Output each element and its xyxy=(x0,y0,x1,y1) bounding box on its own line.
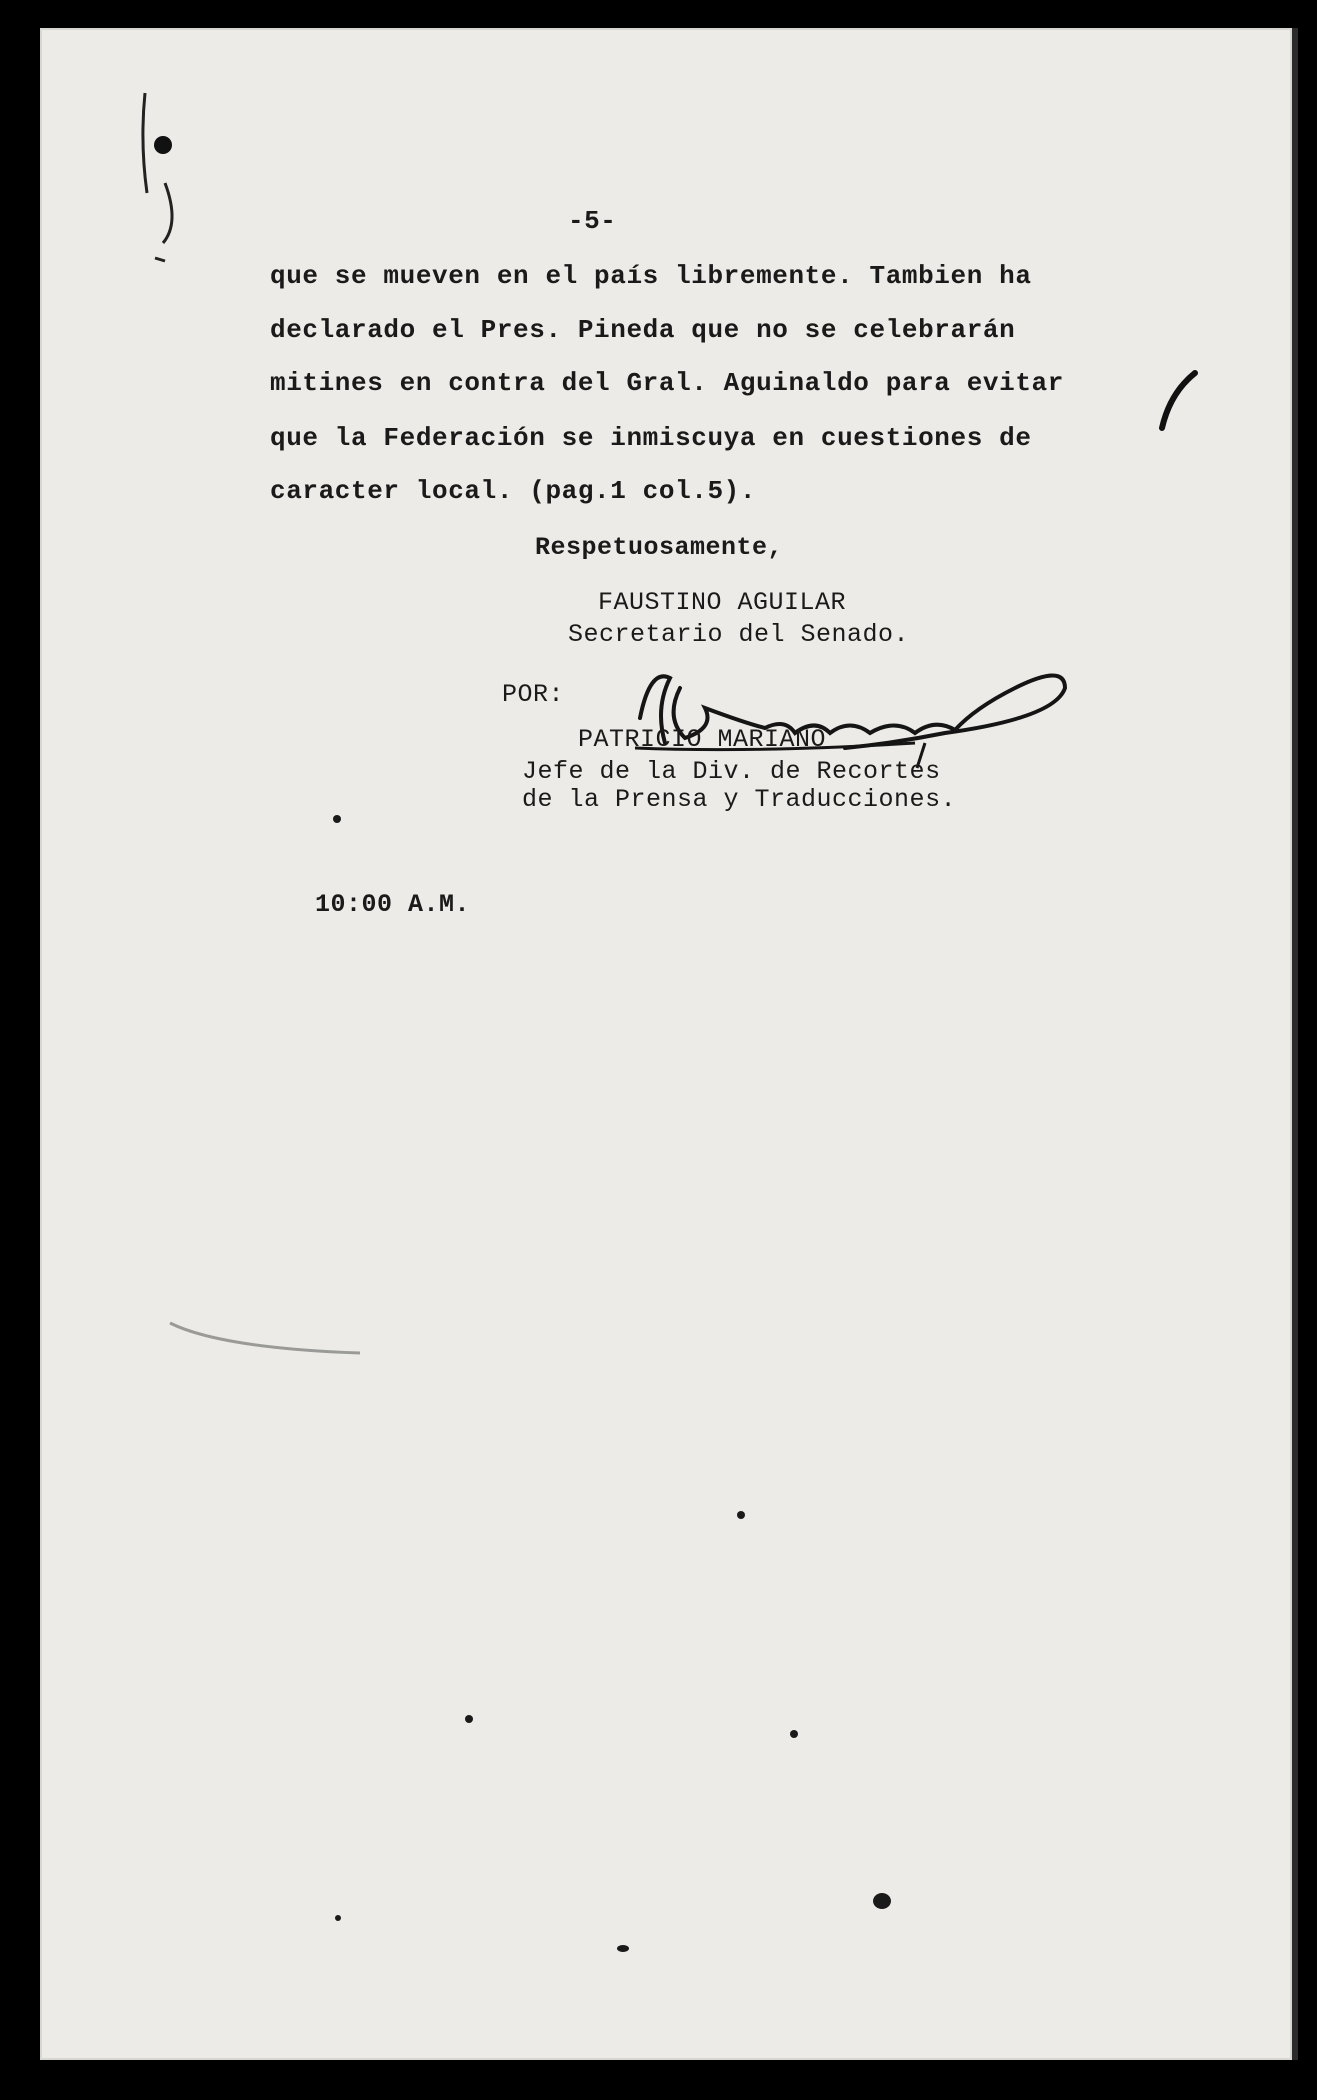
body-line-4: que la Federación se inmiscuya en cuestiones de xyxy=(270,423,1032,453)
speck xyxy=(465,1715,473,1723)
body-line-3: mitines en contra del Gral. Aguinaldo para evitar xyxy=(270,368,1064,398)
speck xyxy=(335,1915,341,1921)
speck xyxy=(737,1511,745,1519)
document-page xyxy=(40,28,1292,2060)
by-label: POR: xyxy=(502,680,565,709)
agent-title-line-1: Jefe de la Div. de Recortes xyxy=(522,757,941,786)
agent-title-line-2: de la Prensa y Traducciones. xyxy=(522,785,957,814)
signatory-name: FAUSTINO AGUILAR xyxy=(598,588,847,617)
speck xyxy=(873,1893,891,1909)
scan-border xyxy=(1292,28,1298,2060)
agent-name: PATRICIO MARIANO xyxy=(578,725,827,754)
closing-salutation: Respetuosamente, xyxy=(535,533,784,562)
body-line-2: declarado el Pres. Pineda que no se celebrarán xyxy=(270,315,1016,345)
speck xyxy=(790,1730,798,1738)
punch-hole-marks xyxy=(135,83,225,273)
smudge-mark xyxy=(160,1308,400,1368)
signatory-title: Secretario del Senado. xyxy=(568,620,910,649)
margin-mark xyxy=(1150,363,1210,443)
body-line-5: caracter local. (pag.1 col.5). xyxy=(270,476,757,506)
page-number: -5- xyxy=(568,206,617,236)
body-line-1: que se mueven en el país libremente. Tambien ha xyxy=(270,261,1032,291)
time-stamp: 10:00 A.M. xyxy=(315,890,471,919)
speck xyxy=(617,1945,629,1952)
speck xyxy=(333,815,341,823)
